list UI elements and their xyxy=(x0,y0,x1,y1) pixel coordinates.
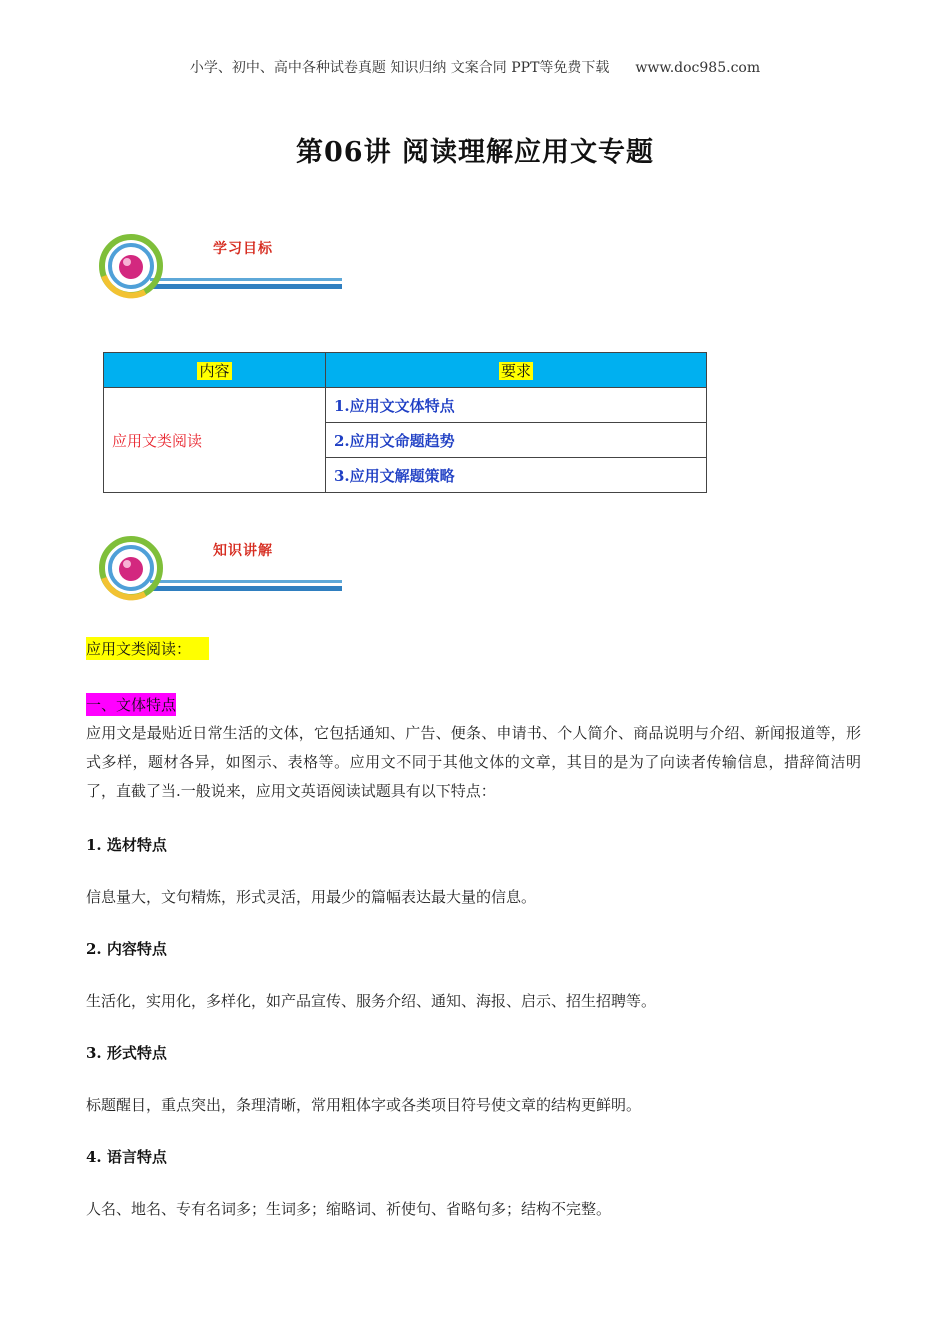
header-site-link[interactable]: www.doc985.com xyxy=(635,60,761,76)
feature-text: 标题醒目，重点突出，条理清晰，常用粗体字或各类项目符号使文章的结构更鲜明。 xyxy=(86,1096,642,1114)
knowledge-banner xyxy=(95,534,345,614)
part-heading: 一、文体特点 xyxy=(86,693,176,716)
feature-heading: 1. 选材特点 xyxy=(86,836,167,854)
feature-text: 信息量大，文句精炼，形式灵活，用最少的篇幅表达最大量的信息。 xyxy=(86,888,537,906)
feature-heading: 3. 形式特点 xyxy=(86,1044,167,1062)
learning-goals-label: 学习目标 xyxy=(213,241,273,257)
header-text: 小学、初中、高中各种试卷真题 知识归纳 文案合同 PPT等免费下载 xyxy=(189,60,610,76)
feature-text: 生活化，实用化，多样化，如产品宣传、服务介绍、通知、海报、启示、招生招聘等。 xyxy=(86,992,657,1010)
knowledge-label: 知识讲解 xyxy=(213,543,273,559)
table-row xyxy=(104,388,707,423)
page-title: 第06讲 阅读理解应用文专题 xyxy=(296,137,654,168)
intro-paragraph: 应用文是最贴近日常生活的文体，它包括通知、广告、便条、申请书、个人简介、商品说明与介绍、新闻报道等，形式多样，题材各异，如图示、表格等。应用文不同于其他文体的文章，其目的是为了向读者传输信息，措辞简洁明了，直截了当.一般说来，应用文英语阅读试题具有以下特点： xyxy=(86,724,861,800)
requirement-item: 3.应用文解题策略 xyxy=(326,458,707,493)
feature-heading: 2. 内容特点 xyxy=(86,940,167,958)
feature-heading: 4. 语言特点 xyxy=(86,1148,167,1166)
col-header-requirement: 要求 xyxy=(326,353,707,388)
feature-text: 人名、地名、专有名词多；生词多；缩略词、祈使句、省略句多；结构不完整。 xyxy=(86,1200,612,1218)
category-cell: 应用文类阅读 xyxy=(104,388,326,493)
section-label: 应用文类阅读： xyxy=(86,637,209,660)
col-header-content: 内容 xyxy=(104,353,326,388)
table-header-row xyxy=(104,353,707,388)
requirement-item: 1.应用文文体特点 xyxy=(326,388,707,423)
requirement-item: 2.应用文命题趋势 xyxy=(326,423,707,458)
requirements-table xyxy=(103,352,707,493)
learning-goals-banner xyxy=(95,232,345,312)
page-header xyxy=(0,57,950,77)
